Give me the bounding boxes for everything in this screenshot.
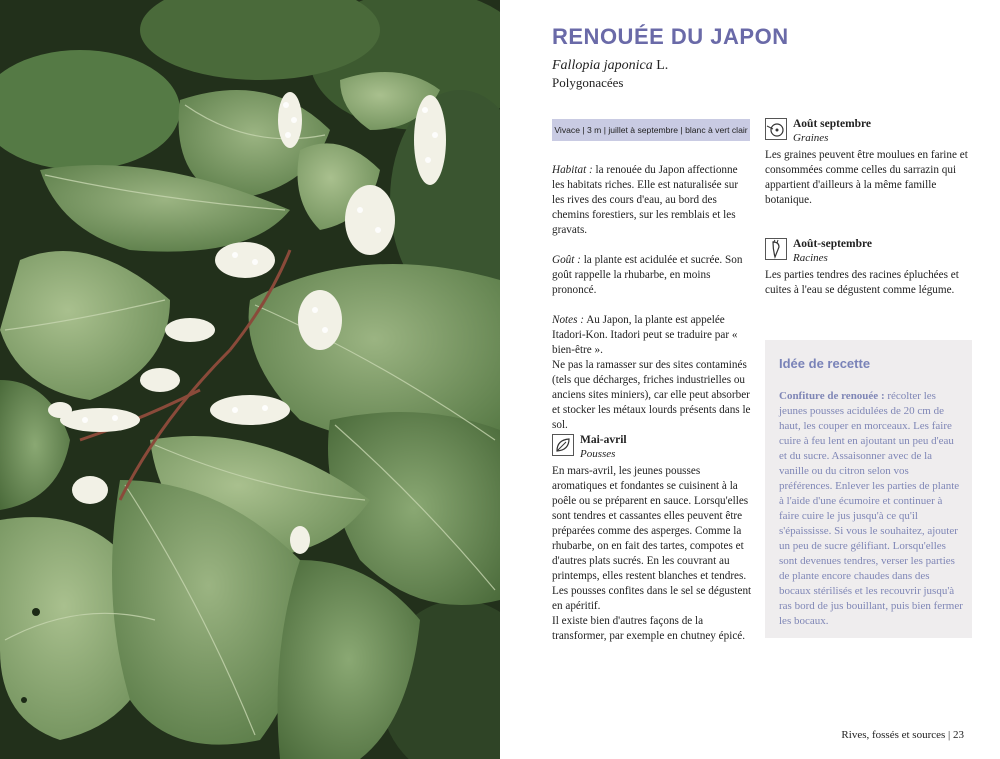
season-title: Mai-avril [580,434,627,446]
season-part: Graines [793,132,829,144]
season-part: Pousses [580,448,616,460]
recipe-box [765,340,972,638]
page-footer: Rives, fossés et sources | 23 [841,729,964,741]
habitat-paragraph [552,163,752,238]
season-title: Août-septembre [793,238,872,250]
recipe-lead: Confiture de renouée : [779,390,885,402]
season-mai-avril [552,434,752,644]
season-header [765,238,970,268]
species-binomial: Fallopia japonica [552,58,653,73]
root-icon [765,238,787,260]
season-part: Racines [793,252,828,264]
gout-text: la plante est acidulée et sucrée. Son goût rappelle la rhubarbe, en moins prononcé. [552,254,743,296]
season-text-2: Il existe bien d'autres façons de la transformer, par exemple en chutney épicé. [552,615,746,642]
gout-paragraph [552,253,752,298]
season-aout-racines [765,238,970,298]
notes-label: Notes : [552,314,585,326]
season-text: En mars-avril, les jeunes pousses aromatiques et fondantes se cuisinent à la poêle ou se préparent en sauce. Lorsqu'elles sont tendres et cassantes elles peuvent être préparées comme des asperges. Comme la rhubarbe, on en fait des tartes, compotes et d'autres plats sucrés. En les couvrant au printemps, elles restent blanches et tendres. Les pousses confites dans le sel se dégustent en apéritif. [552,465,752,612]
page-title: RENOUÉE DU JAPON [552,24,789,49]
species-author: L. [656,58,669,73]
gout-label: Goût : [552,254,581,266]
season-text: Les parties tendres des racines épluchées et cuites à l'eau se dégustent comme légume. [765,269,959,296]
seed-icon [765,118,787,140]
recipe-body: récolter les jeunes pousses acidulées de 20 cm de haut, les couper en morceaux. Les faire cuire à feu lent en ajoutant un peu d'eau et du sucre. Assaisonner avec de la vanille ou du citron selon vos préférences. Enlever les parties de plante à l'aide d'une écumoire et continuer à faire cuire le jus jusqu'à ce qu'il s'épaississe. Si vous le souhaitez, ajouter un peu de sucre gélifiant. Lorsqu'elles sont devenues tendres, verser les parties de plante encore chaudes dans des bocaux stérilisés et les recouvrir jusqu'à ras bord de jus bouillant, puis bien fermer les bocaux. [779,390,963,627]
info-band: Vivace | 3 m | juillet à septembre | blanc à vert clair [552,119,750,141]
season-text: Les graines peuvent être moulues en farine et consommées comme celles du sarrazin qui appartient d'ailleurs à la même famille botanique. [765,149,968,206]
season-header [552,434,752,464]
leaf-icon [552,434,574,456]
footer-section: Rives, fossés et sources [841,729,946,741]
season-header [765,118,970,148]
page-number: 23 [953,729,964,741]
notes-text: Au Japon, la plante est appelée Itadori-Kon. Itadori peut se traduire par « bien-être ». [552,314,738,356]
description-column [552,163,752,433]
notes-warning: Ne pas la ramasser sur des sites contaminés (tels que décharges, friches industrielles ou anciens sites miniers), car elle peut absorber et stocker les métaux lourds présents dans le sol. [552,359,751,431]
season-title: Août septembre [793,118,872,130]
habitat-text: la renouée du Japon affectionne les habitats riches. Elle est naturalisée sur les rives des cours d'eau, au bord des chemins forestiers, sur les remblais et les gravats. [552,164,739,236]
recipe-title: Idée de recette [779,356,871,371]
habitat-label: Habitat : [552,164,593,176]
species-name [552,58,668,74]
season-aout-graines [765,118,970,208]
plant-family: Polygonacées [552,75,624,90]
recipe-text [779,389,963,629]
notes-paragraph [552,313,752,358]
